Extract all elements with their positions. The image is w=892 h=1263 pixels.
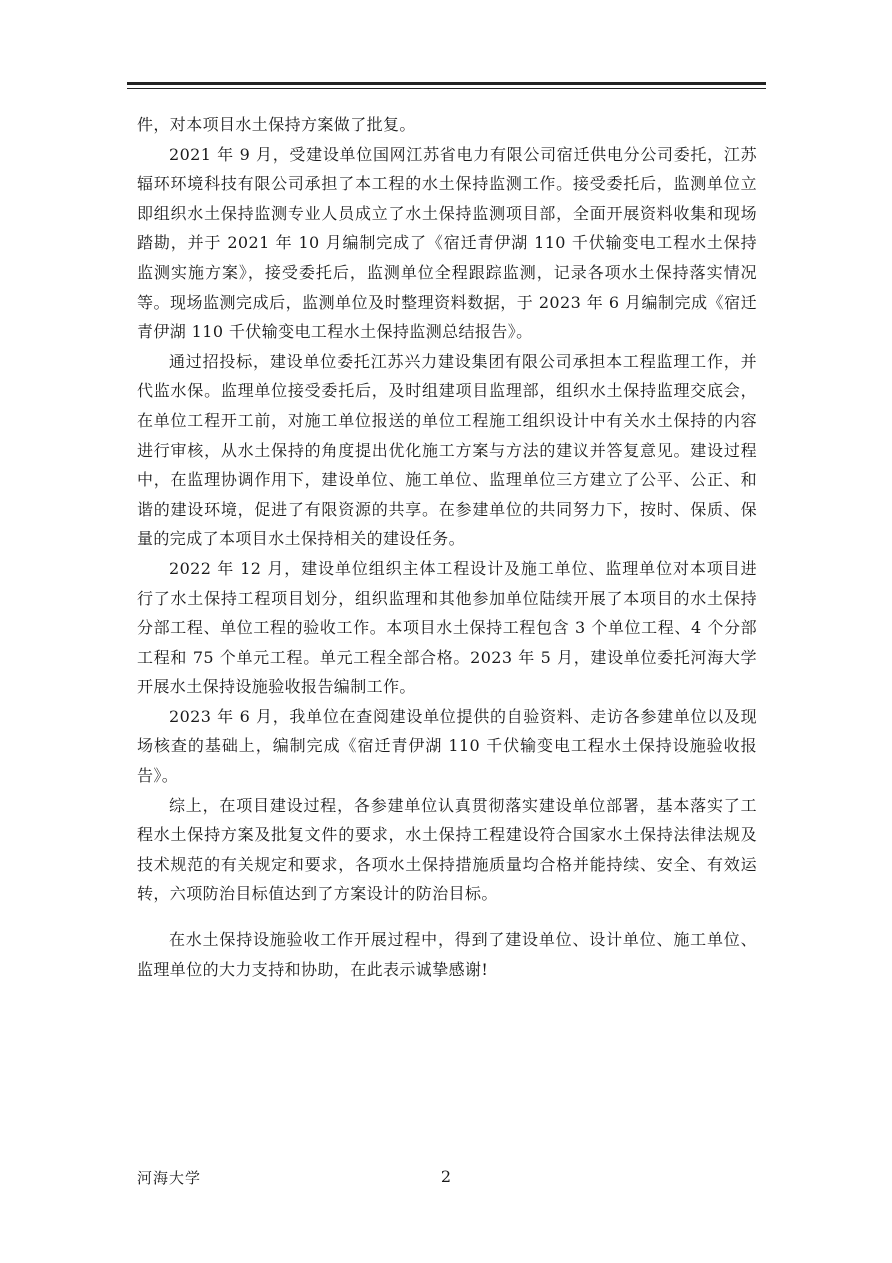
document-body <box>137 110 757 984</box>
header-rule-thick <box>127 82 766 85</box>
header-rule-thin <box>127 88 766 89</box>
paragraph-report-compilation: 2023 年 6 月，我单位在查阅建设单位提供的自验资料、走访各参建单位以及现场核查的基础上，编制完成《宿迁青伊湖 110 千伏输变电工程水土保持设施验收报告》。 <box>137 706 757 786</box>
paragraph-monitoring: 2021 年 9 月，受建设单位国网江苏省电力有限公司宿迁供电分公司委托，江苏辐环环境科技有限公司承担了本工程的水土保持监测工作。接受委托后，监测单位立即组织水土保持监测专业人员成立了水土保持监测项目部，全面开展资料收集和现场踏勘，并于 2021 年 10 月编制完成了《宿迁青伊湖 110 千伏输变电工程水土保持监测实施方案》，接受委托后，监测单位全程跟踪监测，记录各项水土保持落实情况等。现场监测完成后，监测单位及时整理资料数据，于 2023 年 6 月编制完成《宿迁青伊湖 110 千伏输变电工程水土保持监测总结报告》。 <box>137 144 757 342</box>
paragraph-summary: 综上，在项目建设过程，各参建单位认真贯彻落实建设单位部署，基本落实了工程水土保持方案及批复文件的要求，水土保持工程建设符合国家水土保持法律法规及技术规范的有关规定和要求，各项水土保持措施质量均合格并能持续、安全、有效运转，六项防治目标值达到了方案设计的防治目标。 <box>137 795 757 904</box>
paragraph-acknowledgement: 在水土保持设施验收工作开展过程中，得到了建设单位、设计单位、施工单位、监理单位的大力支持和协助，在此表示诚挚感谢! <box>137 930 757 979</box>
paragraph-continuation: 件，对本项目水土保持方案做了批复。 <box>137 115 416 134</box>
paragraph-project-division: 2022 年 12 月，建设单位组织主体工程设计及施工单位、监理单位对本项目进行了水土保持工程项目划分，组织监理和其他参加单位陆续开展了本项目的水土保持分部工程、单位工程的验收工作。本项目水土保持工程包含 3 个单位工程、4 个分部工程和 75 个单元工程。单元工程全部合格。2023 年 5 月，建设单位委托河海大学开展水土保持设施验收报告编制工作。 <box>137 558 757 697</box>
footer-organization: 河海大学 <box>137 1169 202 1187</box>
paragraph-supervision: 通过招投标，建设单位委托江苏兴力建设集团有限公司承担本工程监理工作，并代监水保。监理单位接受委托后，及时组建项目监理部，组织水土保持监理交底会，在单位工程开工前，对施工单位报送的单位工程施工组织设计中有关水土保持的内容进行审核，从水土保持的角度提出优化施工方案与方法的建议并答复意见。建设过程中，在监理协调作用下，建设单位、施工单位、监理单位三方建立了公平、公正、和谐的建设环境，促进了有限资源的共享。在参建单位的共同努力下，按时、保质、保量的完成了本项目水土保持相关的建设任务。 <box>137 351 757 549</box>
footer-page-number: 2 <box>440 1167 452 1186</box>
